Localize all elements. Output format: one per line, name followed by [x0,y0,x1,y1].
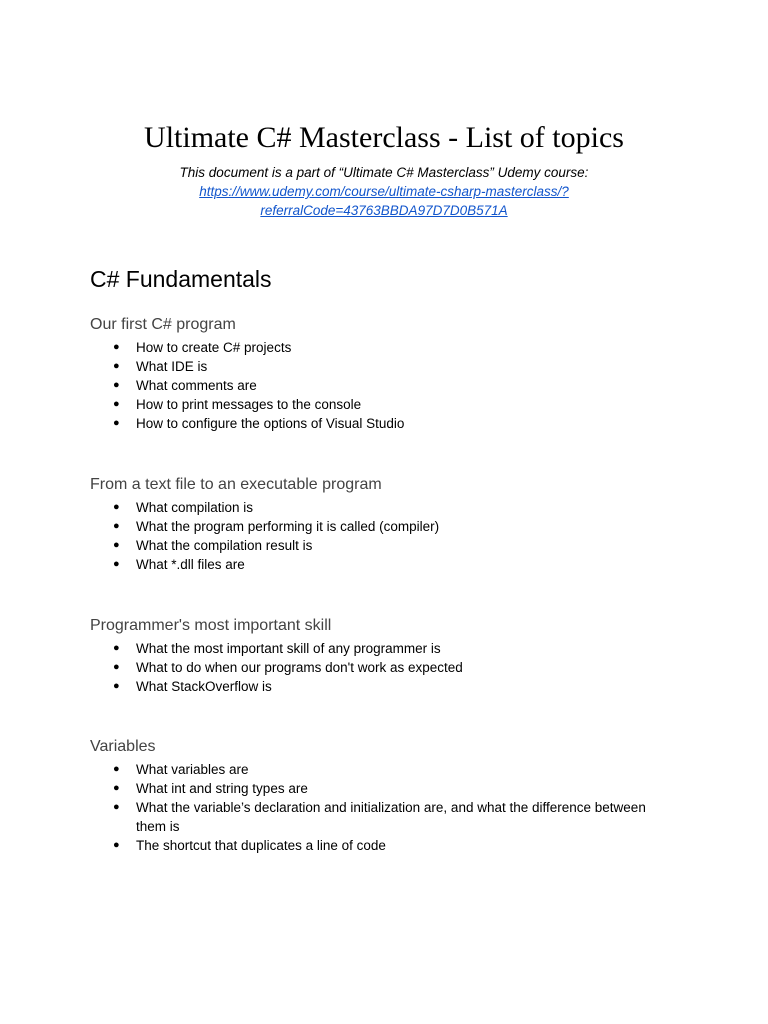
document-title: Ultimate C# Masterclass - List of topics [144,121,624,154]
topic-section-variables [90,736,690,855]
list-item: ● What int and string types are [113,781,308,796]
list-item: ● What the variable’s declaration and initialization are, and what the difference between them is [113,800,646,834]
topic-section-programmer-skill [90,615,690,696]
list-item: ● How to print messages to the console [113,397,362,412]
bullet-icon: ● [113,417,120,429]
list-item: ● What comments are [113,378,257,393]
list-item: ● What compilation is [113,500,254,515]
list-item: ● What the most important skill of any programmer is [113,641,441,656]
bullet-icon: ● [113,839,120,851]
bullet-icon: ● [113,801,120,813]
topic-title: Programmer's most important skill [90,617,332,634]
list-item: ● How to configure the options of Visual Studio [113,416,405,431]
topic-list [90,639,690,696]
bullet-icon: ● [113,642,120,654]
bullet-icon: ● [113,539,120,551]
bullet-icon: ● [113,782,120,794]
bullet-icon: ● [113,520,120,532]
bullet-icon: ● [113,661,120,673]
list-item: ● What IDE is [113,359,208,374]
bullet-icon: ● [113,501,120,513]
topic-list [90,760,690,855]
list-item: ● What *.dll files are [113,557,245,572]
list-item: ● What variables are [113,762,249,777]
topic-section-compilation [90,474,690,574]
list-item: ● What the program performing it is called (compiler) [113,519,440,534]
bullet-icon: ● [113,763,120,775]
bullet-icon: ● [113,341,120,353]
bullet-icon: ● [113,558,120,570]
course-link-line-2[interactable]: referralCode=43763BBDA97D7D0B571A [260,203,508,218]
list-item: ● How to create C# projects [113,340,292,355]
bullet-icon: ● [113,398,120,410]
intro-text: This document is a part of “Ultimate C# Masterclass” Udemy course: [179,165,589,180]
topic-list [90,338,690,433]
bullet-icon: ● [113,680,120,692]
list-item: ● What to do when our programs don't work as expected [113,660,463,675]
topic-title: From a text file to an executable program [90,476,382,493]
bullet-icon: ● [113,379,120,391]
bullet-icon: ● [113,360,120,372]
list-item: ● What StackOverflow is [113,679,272,694]
list-item: ● The shortcut that duplicates a line of code [113,838,386,853]
topic-title: Our first C# program [90,316,236,333]
section-heading: C# Fundamentals [90,266,272,292]
list-item: ● What the compilation result is [113,538,313,553]
topic-title: Variables [90,738,156,755]
intro-block [0,163,768,220]
course-link-line-1[interactable]: https://www.udemy.com/course/ultimate-csharp-masterclass/? [199,184,569,199]
topic-list [90,498,690,574]
topic-section-first-program [90,314,690,433]
